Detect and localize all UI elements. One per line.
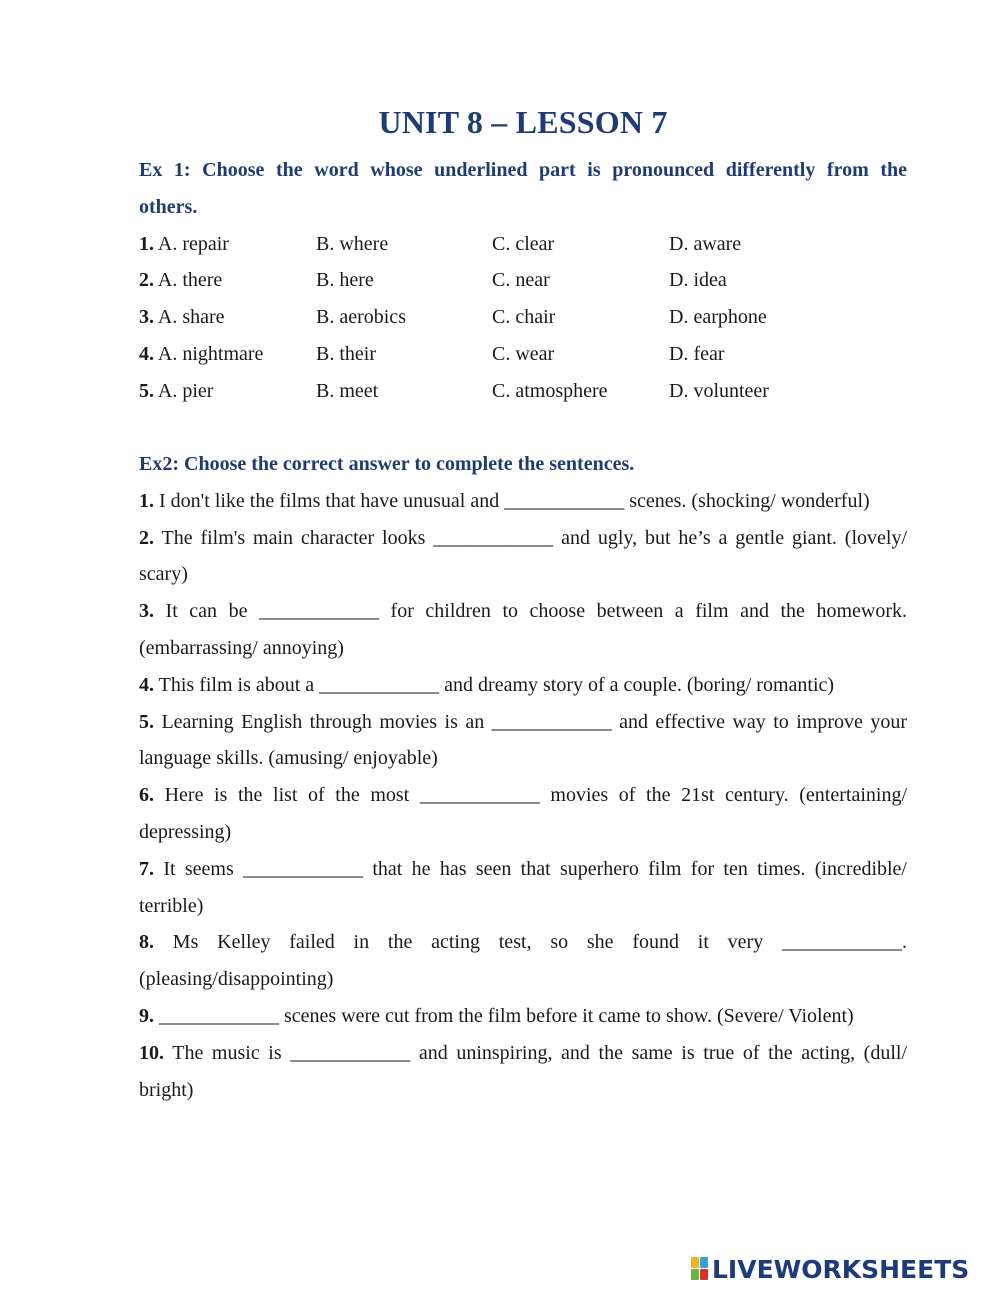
question-number: 2.	[139, 526, 154, 549]
option-a-text: A. there	[154, 269, 223, 292]
option-a-text: A. pier	[154, 379, 214, 402]
question-continuation: terrible)	[139, 894, 204, 917]
option-a-text: A. repair	[154, 232, 229, 255]
question-item	[139, 593, 907, 630]
option-a-text: A. share	[154, 306, 225, 329]
option-b[interactable]: B. where	[316, 232, 389, 255]
question-text: ____________ scenes were cut from the film before it came to show. (Severe/ Violent)	[154, 1004, 854, 1027]
liveworksheets-logo[interactable]	[691, 1254, 969, 1284]
question-number: 4.	[139, 673, 154, 696]
option-d[interactable]: D. idea	[669, 269, 727, 292]
option-c[interactable]: C. near	[492, 269, 550, 292]
question-continuation: depressing)	[139, 820, 232, 843]
option-d[interactable]: D. aware	[669, 232, 742, 255]
question-text: Learning English through movies is an ____________ and effective way to improve your	[154, 710, 907, 733]
exercise-1-heading	[139, 152, 907, 226]
mc-question	[139, 373, 907, 410]
option-d[interactable]: D. earphone	[669, 306, 767, 329]
question-number: 5.	[139, 379, 154, 402]
question-text: The film's main character looks ____________ and ugly, but he’s a gentle giant. (lovely/	[154, 526, 907, 549]
question-number: 4.	[139, 342, 154, 365]
question-item	[139, 520, 907, 557]
mc-question	[139, 262, 907, 299]
exercise-1-heading-line1: Ex 1: Choose the word whose underlined part is pronounced differently from the	[139, 159, 907, 181]
question-number: 1.	[139, 489, 154, 512]
option-a[interactable]	[139, 262, 316, 299]
exercise-1-heading-line2: others.	[139, 195, 198, 218]
option-d[interactable]: D. fear	[669, 342, 725, 365]
question-item	[139, 483, 907, 520]
question-number: 8.	[139, 931, 154, 954]
question-item	[139, 704, 907, 741]
question-number: 3.	[139, 600, 154, 623]
option-b[interactable]: B. here	[316, 269, 374, 292]
question-number: 1.	[139, 232, 154, 255]
question-item	[139, 924, 907, 961]
option-a-text: A. nightmare	[154, 342, 264, 365]
exercise-1	[139, 152, 907, 410]
question-text: Here is the list of the most ____________ movies of the 21st century. (entertaining/	[154, 784, 907, 807]
question-item	[139, 998, 907, 1035]
option-d[interactable]: D. volunteer	[669, 379, 769, 402]
question-number: 2.	[139, 269, 154, 292]
question-continuation: bright)	[139, 1078, 194, 1101]
question-text: Ms Kelley failed in the acting test, so she found it very ____________.	[154, 931, 907, 954]
option-c[interactable]: C. wear	[492, 342, 555, 365]
option-c[interactable]: C. clear	[492, 232, 555, 255]
option-b[interactable]: B. aerobics	[316, 306, 406, 329]
question-item	[139, 777, 907, 814]
mc-question	[139, 336, 907, 373]
question-number: 6.	[139, 784, 154, 807]
option-c[interactable]: C. chair	[492, 306, 556, 329]
option-a[interactable]	[139, 373, 316, 410]
option-a[interactable]	[139, 226, 316, 263]
question-item	[139, 667, 907, 704]
question-continuation: scary)	[139, 563, 188, 586]
question-number: 5.	[139, 710, 154, 733]
question-number: 10.	[139, 1041, 164, 1064]
exercise-2-heading: Ex2: Choose the correct answer to complete the sentences.	[139, 453, 635, 475]
question-text: This film is about a ____________ and dreamy story of a couple. (boring/ romantic)	[154, 673, 835, 696]
question-item	[139, 1035, 907, 1072]
option-b[interactable]: B. their	[316, 342, 376, 365]
question-text: It can be ____________ for children to choose between a film and the homework.	[154, 600, 907, 623]
question-text: The music is ____________ and uninspiring, and the same is true of the acting, (dull/	[164, 1041, 907, 1064]
exercise-2	[139, 446, 907, 1108]
question-continuation: (pleasing/disappointing)	[139, 968, 334, 991]
question-continuation: language skills. (amusing/ enjoyable)	[139, 747, 438, 770]
question-number: 3.	[139, 306, 154, 329]
question-text: It seems ____________ that he has seen that superhero film for ten times. (incredible/	[154, 857, 907, 880]
question-text: I don't like the films that have unusual and ____________ scenes. (shocking/ wonderful)	[154, 489, 870, 512]
option-a[interactable]	[139, 299, 316, 336]
liveworksheets-logo-text: LIVEWORKSHEETS	[712, 1254, 970, 1284]
option-b[interactable]: B. meet	[316, 379, 379, 402]
liveworksheets-logo-icon	[691, 1257, 709, 1281]
mc-question	[139, 226, 907, 263]
mc-question	[139, 299, 907, 336]
option-a[interactable]	[139, 336, 316, 373]
page-title: UNIT 8 – LESSON 7	[378, 104, 668, 140]
question-number: 9.	[139, 1004, 154, 1027]
question-number: 7.	[139, 857, 154, 880]
option-c[interactable]: C. atmosphere	[492, 379, 608, 402]
question-continuation: (embarrassing/ annoying)	[139, 636, 344, 659]
question-item	[139, 851, 907, 888]
